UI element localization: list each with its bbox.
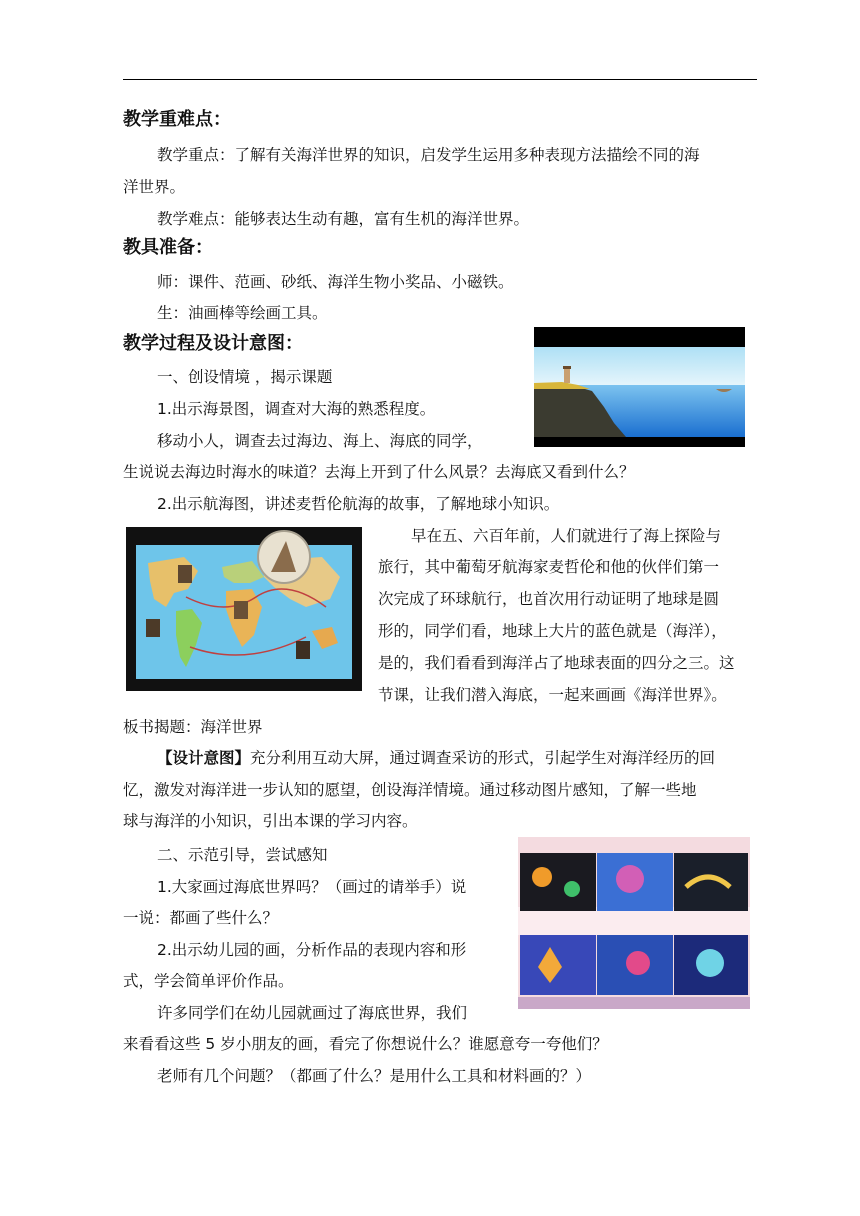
children-drawings-image: [518, 837, 750, 1009]
header-rule: [123, 79, 757, 80]
step1-title: 一、创设情境 ，揭示课题: [157, 368, 333, 386]
focus-line-1: 教学重点：了解有关海洋世界的知识，启发学生运用多种表现方法描绘不同的海: [157, 146, 700, 164]
step2-title: 二、示范引导，尝试感知: [157, 846, 328, 864]
difficulty-line: 教学难点：能够表达生动有趣，富有生机的海洋世界。: [157, 210, 530, 228]
step2-item2-line1: 2.出示幼儿园的画，分析作品的表现内容和形: [157, 941, 467, 959]
story-line-2: 旅行，其中葡萄牙航海家麦哲伦和他的伙伴们第一: [378, 558, 720, 576]
design-intent-line2: 忆，激发对海洋进一步认知的愿望，创设海洋情境。通过移动图片感知，了解一些地: [123, 781, 697, 799]
step1-para-line1: 移动小人，调查去过海边、海上、海底的同学，: [157, 432, 483, 450]
student-materials: 生：油画棒等绘画工具。: [157, 304, 328, 322]
process-heading: 教学过程及设计意图：: [123, 333, 303, 354]
board-title: 板书揭题：海洋世界: [123, 718, 263, 736]
story-line-5: 是的，我们看看到海洋占了地球表面的四分之三。这: [378, 654, 735, 672]
story-line-3: 次完成了环球航行，也首次用行动证明了地球是圆: [378, 590, 720, 608]
design-intent-label: 【设计意图】: [157, 749, 251, 767]
step2-para-line2: 来看看这些 5 岁小朋友的画，看完了你想说什么？谁愿意夸一夸他们？: [123, 1035, 608, 1053]
step2-item1-line2: 一说：都画了些什么？: [123, 909, 279, 927]
step2-item1-line1: 1.大家画过海底世界吗？（画过的请举手）说: [157, 878, 467, 896]
design-intent-text1: 充分利用互动大屏，通过调查采访的形式，引起学生对海洋经历的回: [250, 749, 716, 767]
focus-line-2: 洋世界。: [123, 178, 186, 196]
design-intent-line3: 球与海洋的小知识，引出本课的学习内容。: [123, 812, 418, 830]
story-line-1: 早在五、六百年前，人们就进行了海上探险与: [411, 527, 722, 545]
voyage-map-image: [126, 527, 362, 691]
step1-item1: 1.出示海景图，调查对大海的熟悉程度。: [157, 400, 436, 418]
step1-para-line2: 生说说去海边时海水的味道？去海上开到了什么风景？去海底又看到什么？: [123, 463, 635, 481]
step2-item2-line2: 式，学会简单评价作品。: [123, 972, 294, 990]
key-points-heading: 教学重难点：: [123, 109, 231, 130]
materials-heading: 教具准备：: [123, 237, 213, 258]
teacher-materials: 师：课件、范画、砂纸、海洋生物小奖品、小磁铁。: [157, 273, 514, 291]
step2-para-line1: 许多同学们在幼儿园就画过了海底世界，我们: [157, 1004, 468, 1022]
seascape-image: [534, 327, 745, 447]
story-line-4: 形的，同学们看，地球上大片的蓝色就是（海洋），: [378, 622, 727, 640]
design-intent-line1: [157, 748, 715, 768]
step1-item2: 2.出示航海图，讲述麦哲伦航海的故事，了解地球小知识。: [157, 495, 560, 513]
story-line-6: 节课，让我们潜入海底，一起来画画《海洋世界》。: [378, 686, 727, 704]
step2-questions: 老师有几个问题？（都画了什么？是用什么工具和材料画的？）: [157, 1067, 592, 1085]
